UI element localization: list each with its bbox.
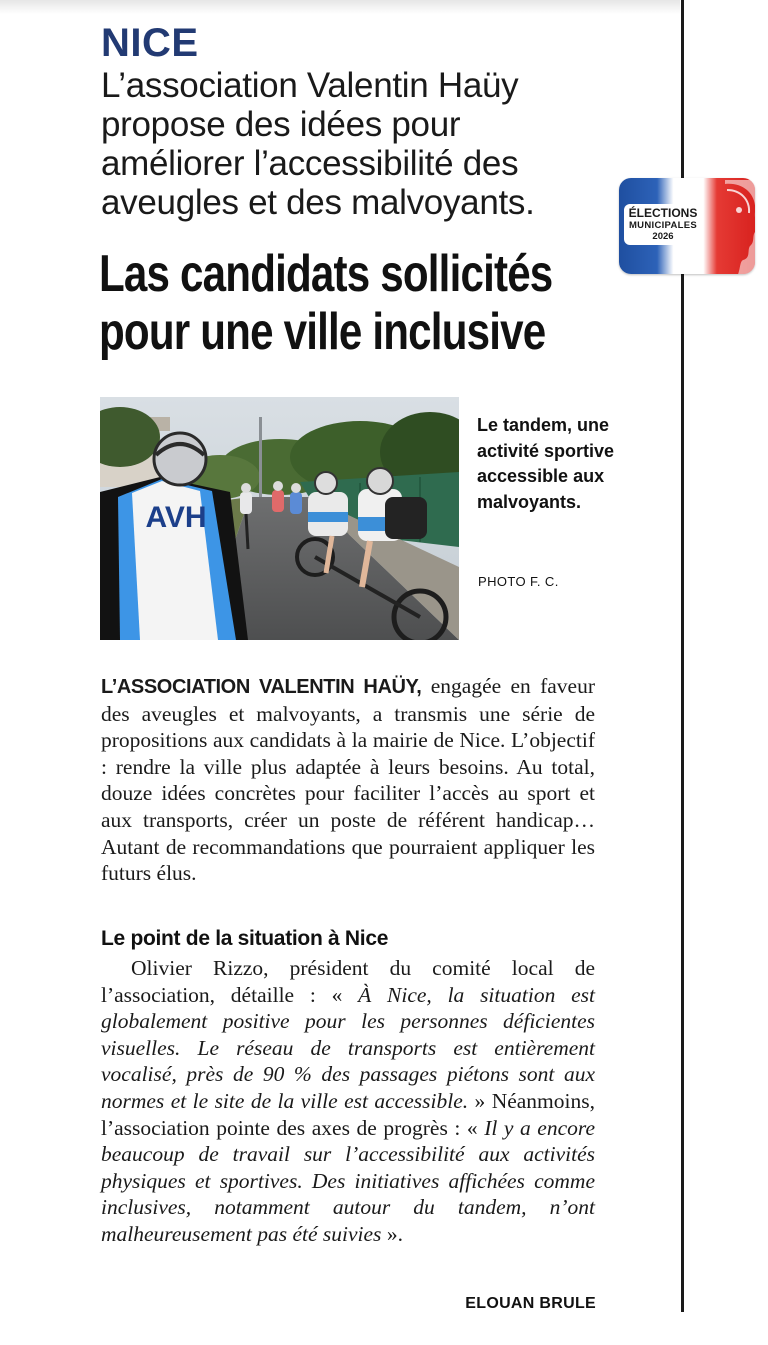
subhead: Le point de la situation à Nice	[101, 927, 389, 950]
elections-badge-label	[624, 204, 702, 245]
headline	[99, 245, 553, 361]
body-paragraph-1-text: engagée en faveur des aveugles et malvoyants, a transmis une série de propositions aux candidats à la mairie de Nice. L’objectif : rendre la ville plus adaptée à leurs besoins. Au total, douze idées concrètes pour faciliter l’accès au sport et aux transports, créer un poste de référent handicap… Autant de recommandations que pourraient appliquer les futurs élus.	[101, 674, 595, 886]
paragraph-2-part-1: Olivier Rizzo, président du comité local de l’association, détaille : «	[101, 956, 595, 1007]
jersey-logo-text: AVH	[145, 501, 207, 534]
page-top-shadow	[0, 0, 680, 14]
quote-1: À Nice, la situation est globalement positive pour les personnes déficientes visuelles. Le réseau de transports est entièrement vocalisé, près de 90 % des passages piétons sont aux normes et le site de la ville est accessible.	[101, 982, 595, 1113]
headline-line-1: Las candidats sollicités	[99, 245, 553, 303]
tandem-photo-illustration	[100, 397, 459, 640]
paragraph-2-end: ».	[381, 1221, 403, 1246]
badge-line-3: 2026	[652, 231, 674, 242]
body-paragraph-1	[101, 673, 595, 887]
byline: ELOUAN BRULE	[465, 1295, 596, 1312]
marianne-profile-icon	[695, 180, 755, 274]
badge-line-1: ÉLECTIONS	[628, 206, 698, 220]
headline-line-2: pour une ville inclusive	[99, 303, 546, 361]
quote-2: Il y a encore beaucoup de travail sur l’accessibilité aux activités physiques et sportives. Des initiatives affichées comme inclusives, notamment autour du tandem, n’ont malheureusement pas été suivies	[101, 1115, 596, 1246]
photo-credit: PHOTO F. C.	[478, 574, 559, 589]
badge-line-2: MUNICIPALES	[628, 220, 698, 231]
elections-badge	[619, 178, 755, 274]
kicker-location: NICE	[101, 21, 199, 65]
paragraph-2-part-2: » Néanmoins, l’association pointe des axes de progrès : «	[101, 1088, 595, 1140]
photo-caption: Le tandem, une activité sportive accessible aux malvoyants.	[477, 415, 615, 512]
lead-in: L’ASSOCIATION VALENTIN HAÜY,	[101, 676, 422, 698]
tandem-photo	[100, 397, 459, 640]
body-paragraph-2	[101, 955, 595, 1248]
standfirst: L’association Valentin Haüy propose des idées pour améliorer l’accessibilité des aveugles et des malvoyants.	[101, 66, 535, 222]
